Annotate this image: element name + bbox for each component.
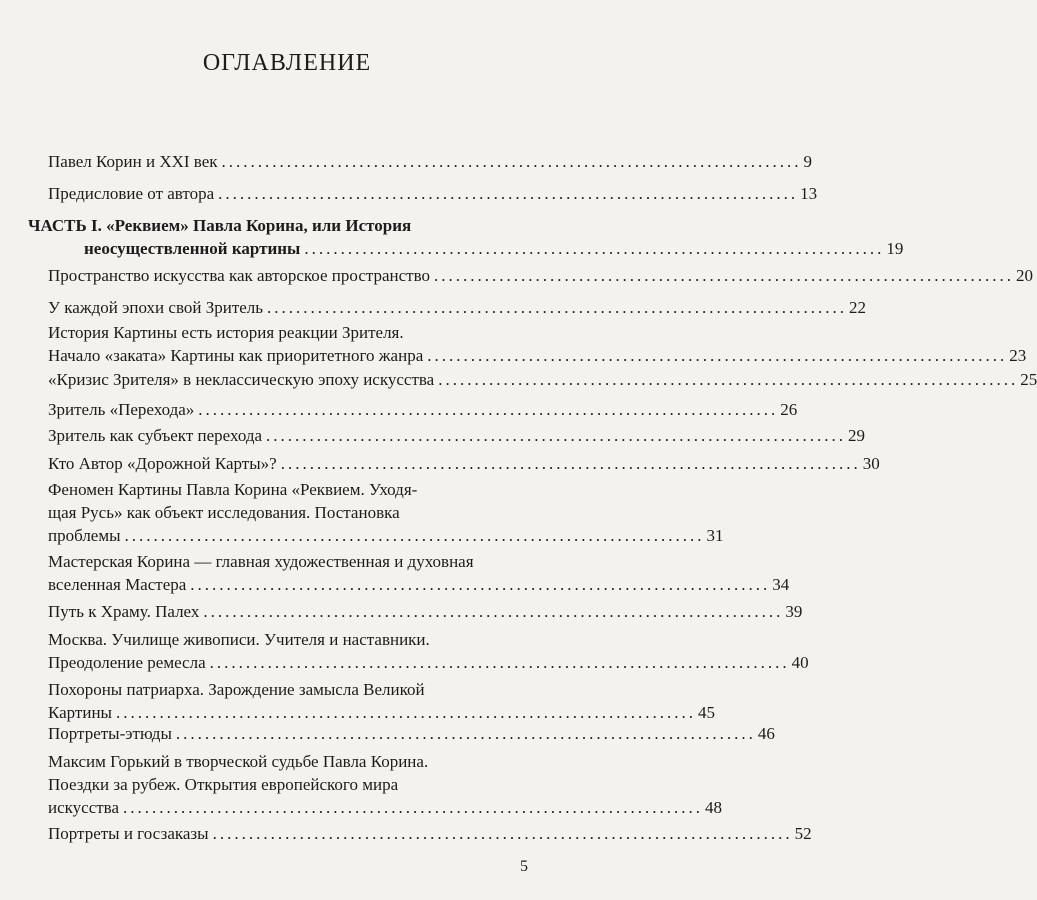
toc-entry-text: Предисловие от автора [48, 184, 215, 203]
leader-dots: ................................................................................ [124, 526, 705, 545]
toc-page-number: 52 [794, 824, 812, 843]
leader-dots: ................................................................................ [434, 266, 1015, 285]
toc-entry-text: Москва. Училище живописи. Учителя и наставники. [48, 630, 430, 649]
toc-entry-text: Портреты-этюды [48, 724, 172, 743]
toc-entry-text: Павел Корин и XXI век [48, 152, 218, 171]
toc-entry-text: История Картины есть история реакции Зрителя. [48, 323, 404, 342]
leader-dots: ................................................................................ [266, 426, 847, 445]
leader-dots: ................................................................................ [280, 454, 861, 473]
toc-entry-text: Портреты и госзаказы [48, 824, 209, 843]
toc-entry-row [48, 344, 1027, 367]
toc-page-number: 39 [785, 602, 803, 621]
toc-page-number: 46 [757, 724, 775, 743]
toc-page-number: 13 [800, 184, 818, 203]
toc-entry-text: щая Русь» как объект исследования. Постановка [48, 503, 400, 522]
toc-entry[interactable] [48, 368, 1037, 391]
toc-entry-text: Кто Автор «Дорожной Карты»? [48, 454, 277, 473]
toc-entry-text: Преодоление ремесла [48, 653, 206, 672]
toc-entry-text: Путь к Храму. Палех [48, 602, 200, 621]
toc-entry[interactable] [48, 822, 812, 845]
toc-entry-row [48, 701, 715, 724]
toc-entry-text: Мастерская Корина — главная художественная и духовная [48, 552, 474, 571]
leader-dots: ................................................................................ [209, 653, 790, 672]
page-number: 5 [520, 858, 528, 875]
toc-entry[interactable] [48, 296, 867, 319]
toc-entry-row [48, 368, 1037, 391]
toc-entry[interactable] [48, 452, 880, 475]
leader-dots: ................................................................................ [175, 724, 756, 743]
toc-entry-text: «Кризис Зрителя» в неклассическую эпоху искусства [48, 370, 435, 389]
toc-entry-text: Зритель «Перехода» [48, 400, 195, 419]
page-title: ОГЛАВЛЕНИЕ [202, 50, 372, 76]
toc-page-number: 31 [706, 526, 724, 545]
toc-entry-row [48, 600, 803, 623]
toc-entry-text: неосуществленной картины [84, 239, 301, 258]
toc-entry-text: Поездки за рубеж. Открытия европейского мира [48, 775, 399, 794]
toc-entry-row [48, 424, 866, 447]
toc-page-number: 9 [803, 152, 813, 171]
toc-entry[interactable] [48, 550, 790, 596]
toc-entry-text: вселенная Мастера [48, 575, 187, 594]
toc-entry-row [48, 182, 818, 205]
toc-entry-row [48, 524, 724, 547]
toc-entry-text: Максим Горький в творческой судьбе Павла Корина. [48, 752, 429, 771]
toc-entry-row [28, 237, 904, 260]
toc-page-number: 19 [886, 239, 904, 258]
toc-entry[interactable] [48, 678, 715, 724]
toc-entry[interactable] [48, 150, 813, 173]
toc-entry[interactable] [48, 750, 723, 819]
toc-entry-text: Феномен Картины Павла Корина «Реквием. Уходя- [48, 480, 418, 499]
toc-entry-row [48, 573, 790, 596]
leader-dots: ................................................................................ [190, 575, 771, 594]
leader-dots: ................................................................................ [203, 602, 784, 621]
toc-entry-row [48, 150, 813, 173]
toc-entry-text: Начало «заката» Картины как приоритетного жанра [48, 346, 424, 365]
leader-dots: ................................................................................ [221, 152, 802, 171]
toc-entry-row [48, 398, 798, 421]
toc-page-number: 45 [697, 703, 715, 722]
toc-entry[interactable] [48, 722, 775, 745]
toc-page-number: 22 [849, 298, 867, 317]
toc-entry-row [48, 264, 1034, 287]
leader-dots: ................................................................................ [304, 239, 885, 258]
toc-entry[interactable] [28, 214, 904, 260]
toc-entry[interactable] [48, 321, 1027, 367]
toc-page-number: 40 [791, 653, 809, 672]
toc-entry-text: Картины [48, 703, 112, 722]
toc-entry-row [48, 822, 812, 845]
toc-entry-text: проблемы [48, 526, 121, 545]
toc-entry[interactable] [48, 182, 818, 205]
leader-dots: ................................................................................ [267, 298, 848, 317]
toc-page-number: 29 [848, 426, 866, 445]
toc-page-number: 48 [705, 798, 723, 817]
leader-dots: ................................................................................ [438, 370, 1019, 389]
toc-page-number: 23 [1009, 346, 1027, 365]
toc-page-number: 34 [772, 575, 790, 594]
toc-entry[interactable] [48, 628, 809, 674]
toc-entry[interactable] [48, 264, 1034, 287]
leader-dots: ................................................................................ [218, 184, 799, 203]
toc-entry[interactable] [48, 424, 866, 447]
toc-entry-text: искусства [48, 798, 120, 817]
toc-entry-row [48, 722, 775, 745]
leader-dots: ................................................................................ [212, 824, 793, 843]
toc-page-number: 30 [862, 454, 880, 473]
toc-entry-text: ЧАСТЬ I. «Реквием» Павла Корина, или История [28, 216, 412, 235]
toc-page-number: 20 [1016, 266, 1034, 285]
toc-entry[interactable] [48, 478, 724, 547]
toc-entry-row [48, 452, 880, 475]
leader-dots: ................................................................................ [198, 400, 779, 419]
toc-entry-text: Зритель как субъект перехода [48, 426, 263, 445]
toc-entry-text: Пространство искусства как авторское пространство [48, 266, 431, 285]
toc-entry-text: У каждой эпохи свой Зритель [48, 298, 264, 317]
toc-page-number: 26 [780, 400, 798, 419]
leader-dots: ................................................................................ [115, 703, 696, 722]
toc-entry-text: Похороны патриарха. Зарождение замысла Великой [48, 680, 425, 699]
toc-entry-row [48, 296, 867, 319]
toc-entry-row [48, 796, 723, 819]
toc-entry-row [48, 651, 809, 674]
toc-entry[interactable] [48, 398, 798, 421]
leader-dots: ................................................................................ [123, 798, 704, 817]
leader-dots: ................................................................................ [427, 346, 1008, 365]
toc-page-number: 25 [1020, 370, 1037, 389]
toc-entry[interactable] [48, 600, 803, 623]
